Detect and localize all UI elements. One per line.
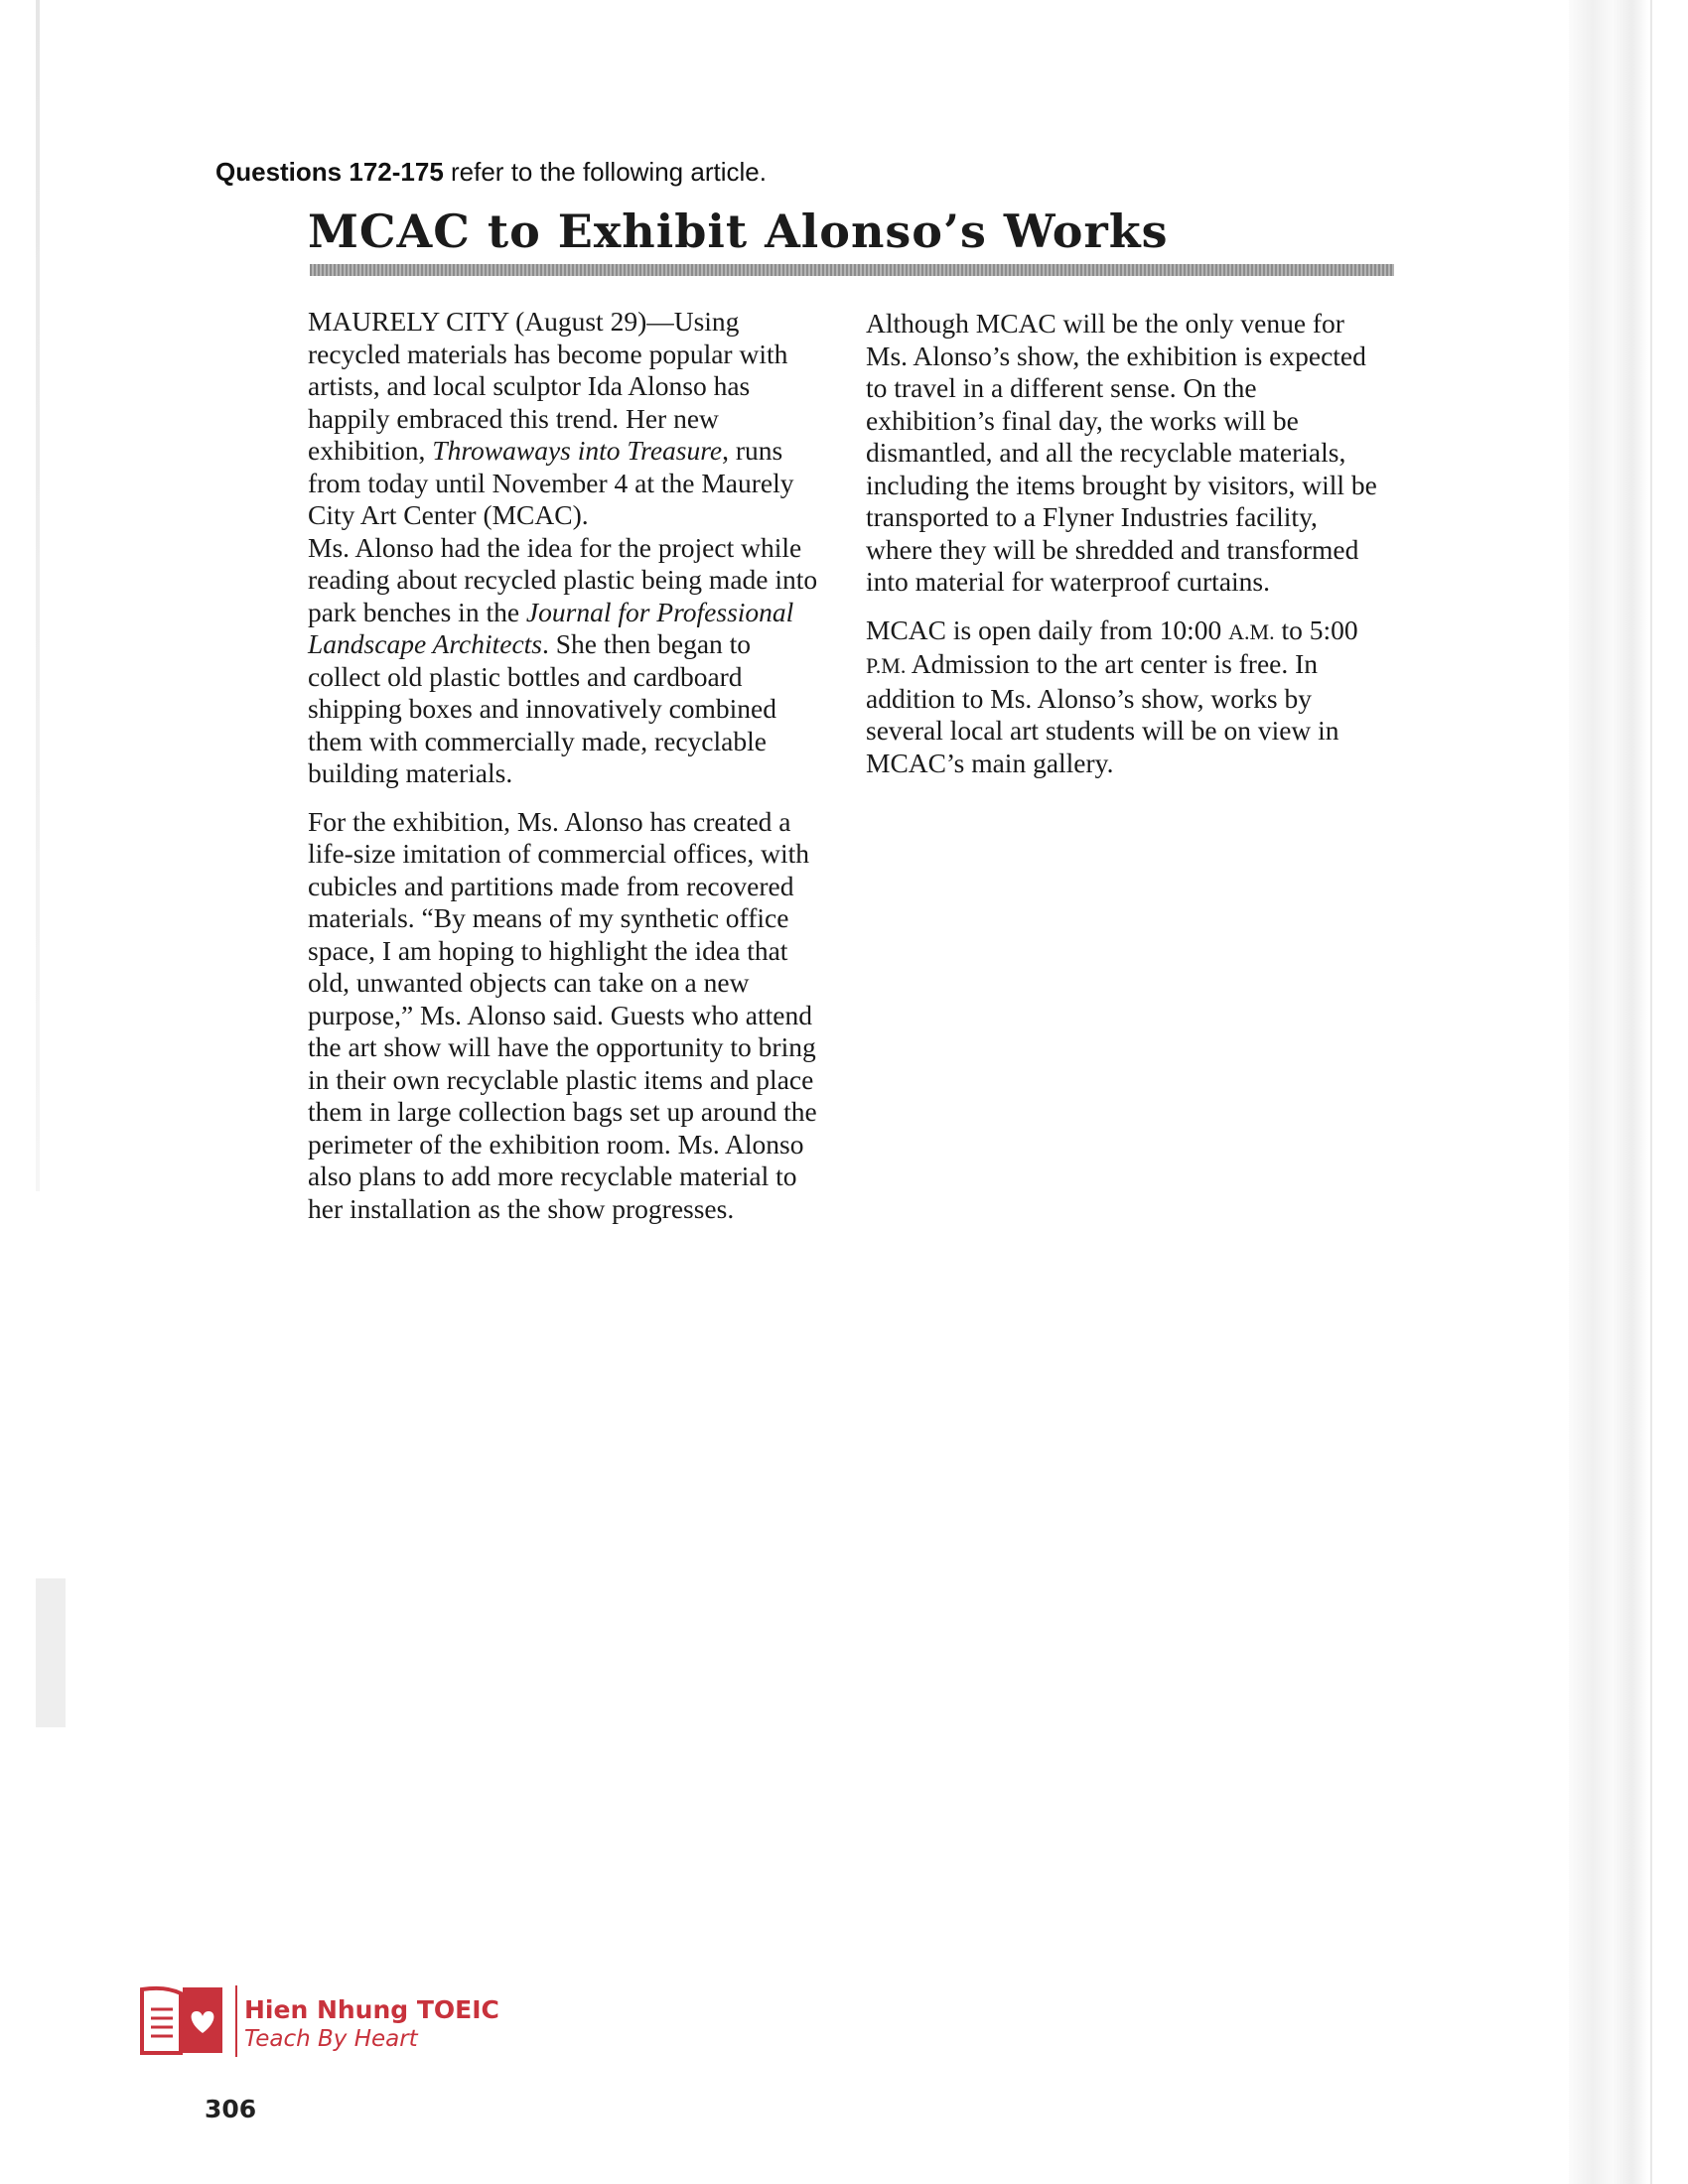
exhibition-title: Throwaways into Treasure: [432, 435, 723, 466]
article-paragraph-5: MCAC is open daily from 10:00 A.M. to 5:00 P.M. Admission to the art center is free. In addition to Ms. Alonso’s show, works by several local art students will be on view in MCAC’s main gallery.: [866, 614, 1358, 778]
article-column-left: [308, 306, 829, 1241]
question-intro: [215, 157, 767, 188]
brand-tagline: Teach By Heart: [244, 2026, 418, 2052]
journal-title: Journal for Professional Landscape Architects: [308, 596, 794, 659]
article-paragraph-2: Ms. Alonso had the idea for the project while reading about recycled plastic being made into park benches in the Journal for Professional Landscape Architects. She then began to collect old plastic bottles and cardboard shipping boxes and innovatively combined them with commercially made, recyclable building materials.: [308, 531, 818, 788]
book-heart-icon: [137, 1983, 226, 2057]
article-paragraph-4: Although MCAC will be the only venue for Ms. Alonso’s show, the exhibition is expected to travel in a different sense. On the exhibition’s final day, the works will be dismantled, and all the recyclable materials, including the items brought by visitors, will be transported to a Flyner Industries facility, where they will be shredded and transformed into material for waterproof curtains.: [866, 308, 1377, 597]
page-number: 306: [205, 2095, 257, 2123]
article-paragraph-1: MAURELY CITY (August 29)—Using recycled materials has become popular with artists, and local sculptor Ida Alonso has happily embraced this trend. Her new exhibition, Throwaways into Treasure, runs from today until November 4 at the Maurely City Art Center (MCAC).: [308, 306, 794, 530]
article-headline: MCAC to Exhibit Alonso’s Works: [308, 205, 1169, 258]
headline-rule: [310, 264, 1394, 276]
question-range: Questions 172-175: [215, 157, 444, 187]
scan-edge-right: [1569, 0, 1648, 2184]
scan-edge-line: [1650, 0, 1652, 2184]
article-column-right: [866, 308, 1387, 795]
intro-rest: refer to the following article.: [443, 157, 767, 187]
brand-name: Hien Nhung TOEIC: [244, 1995, 499, 2024]
logo-divider: [235, 1985, 237, 2057]
scan-edge-left: [36, 0, 40, 1191]
article-paragraph-3: For the exhibition, Ms. Alonso has created a life-size imitation of commercial offices, with cubicles and partitions made from recovered materials. “By means of my synthetic office space, I am hoping to highlight the idea that old, unwanted objects can take on a new purpose,” Ms. Alonso said. Guests who attend the art show will have the opportunity to bring in their own recyclable plastic items and place them in large collection bags set up around the perimeter of the exhibition room. Ms. Alonso also plans to add more recyclable material to her installation as the show progresses.: [308, 805, 817, 1224]
scan-smudge: [36, 1578, 66, 1727]
